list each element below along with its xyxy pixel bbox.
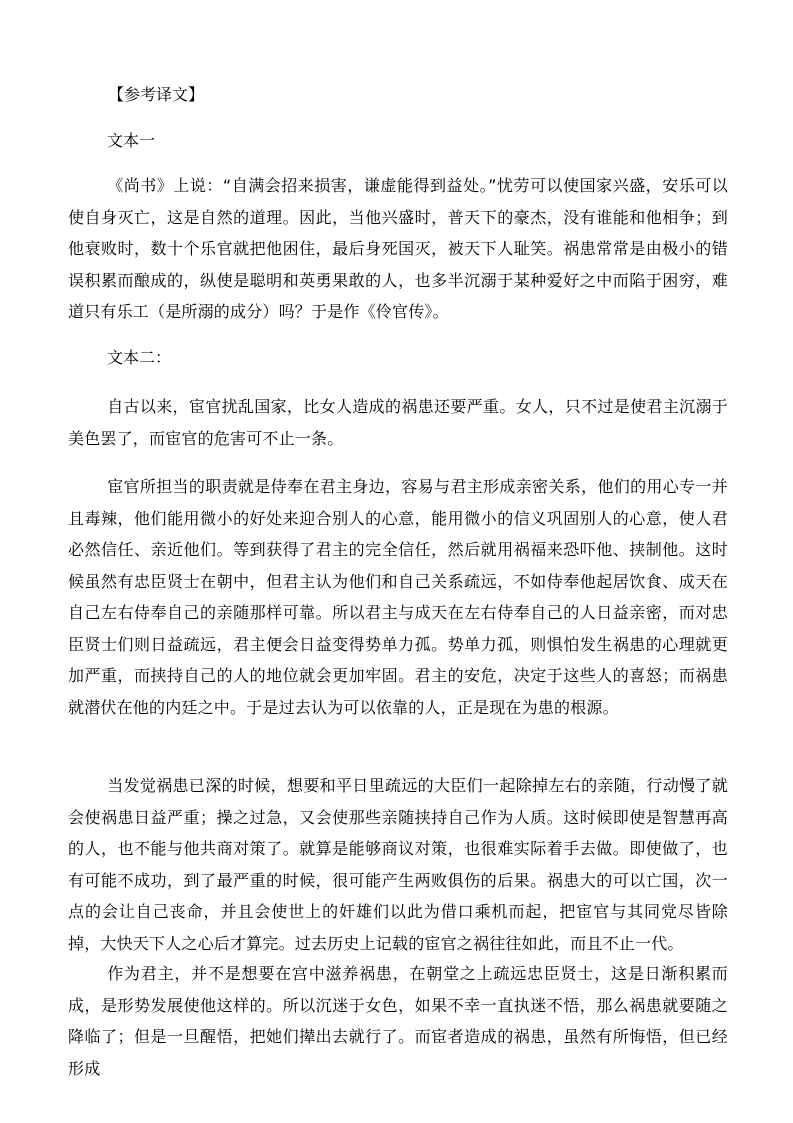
section-one-paragraph: 《尚书》上说：“自满会招来损害，谦虚能得到益处。”忧劳可以使国家兴盛，安乐可以使自身灭亡，这是自然的道理。因此，当他兴盛时，普天下的豪杰，没有谁能和他相争；到他衰败时，数十个乐官就把他困住，最后身死国灭，被天下人耻笑。祸患常常是由极小的错误积累而酿成的，纵使是聪明和英勇果敢的人，也多半沉溺于某种爱好之中而陷于困穷，难道只有乐工（是所溺的成分）吗？于是作《伶官传》。	[68, 176, 728, 321]
section-two-paragraph-4: 作为君主，并不是想要在宫中滋养祸患，在朝堂之上疏远忠臣贤士，这是日渐积累而成，是形势发展使他这样的。所以沉迷于女色，如果不幸一直执迷不悟，那么祸患就要随之降临了；但是一旦醒悟，把她们撵出去就行了。而宦者造成的祸患，虽然有所悔悟，但已经形成	[68, 964, 728, 1078]
section-two-paragraph-3: 当发觉祸患已深的时候，想要和平日里疏远的大臣们一起除掉左右的亲随，行动慢了就会使祸患日益严重；操之过急，又会使那些亲随挟持自己作为人质。这时候即使是智慧再高的人，也不能与他共商对策了。就算是能够商议对策，也很难实际着手去做。即使做了，也有可能不成功，到了最严重的时候，很可能产生两败俱伤的后果。祸患大的可以亡国，次一点的会让自己丧命，并且会使世上的奸雄们以此为借口乘机而起，把宦官与其同党尽皆除掉，大快天下人之心后才算完。过去历史上记载的宦官之祸往往如此，而且不止一代。	[68, 776, 728, 953]
section-one-label: 文本一	[107, 131, 156, 150]
reference-translation-heading: 【参考译文】	[108, 85, 205, 104]
section-two-paragraph-1: 自古以来，宦官扰乱国家，比女人造成的祸患还要严重。女人，只不过是使君主沉溺于美色罢了，而宦官的危害可不止一条。	[68, 397, 728, 448]
section-two-paragraph-2: 宦官所担当的职责就是侍奉在君主身边，容易与君主形成亲密关系，他们的用心专一并且毒辣，他们能用微小的好处来迎合别人的心意，能用微小的信义巩固别人的心意，使人君必然信任、亲近他们。等到获得了君主的完全信任，然后就用祸福来恐吓他、挟制他。这时候虽然有忠臣贤士在朝中，但君主认为他们和自己关系疏远，不如侍奉他起居饮食、成天在自己左右侍奉自己的亲随那样可靠。所以君主与成天在左右侍奉自己的人日益亲密，而对忠臣贤士们则日益疏远，君主便会日益变得势单力孤。势单力孤，则惧怕发生祸患的心理就更加严重，而挟持自己的人的地位就会更加牢固。君主的安危，决定于这些人的喜怒；而祸患就潜伏在他的内廷之中。于是过去认为可以依靠的人，正是现在为患的根源。	[68, 477, 728, 717]
section-two-label: 文本二：	[107, 348, 172, 367]
